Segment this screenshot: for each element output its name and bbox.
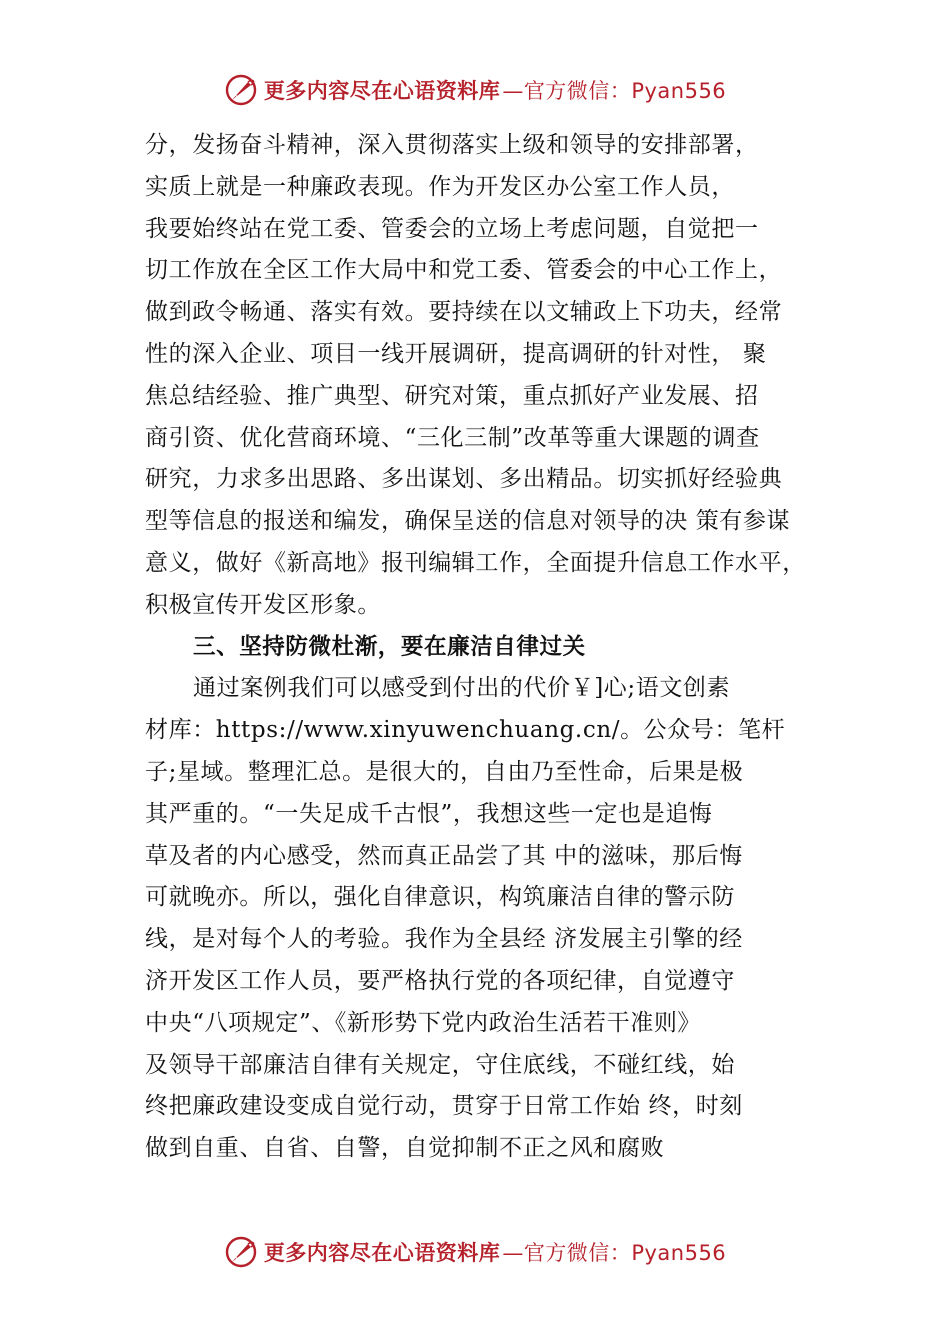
body-line: 做到自重、自省、自警，自觉抑制不正之风和腐败 (145, 1135, 665, 1162)
quill-pen-logo-icon (224, 73, 258, 107)
body-line: 及领导干部廉洁自律有关规定，守住底线，不碰红线，始 (145, 1051, 735, 1078)
body-line: 分，发扬奋斗精神，深入贯彻落实上级和领导的安排部署， (145, 132, 759, 158)
body-line: 济开发区工作人员，要严格执行党的各项纪律，自觉遵守 (145, 967, 735, 994)
body-line: 焦总结经验、推广典型、研究对策，重点抓好产业发展、招 (145, 382, 759, 409)
body-line: 草及者的内心感受，然而真正品尝了其 中的滋味，那后悔 (145, 842, 743, 869)
document-body (145, 125, 845, 1170)
body-line: 研究，力求多出思路、多出谋划、多出精品。切实抓好经验典 (145, 466, 783, 493)
header-banner (0, 70, 950, 110)
body-line: 意义，做好《新高地》报刊编辑工作，全面提升信息工作水平， (145, 549, 806, 576)
body-line: 性的深入企业、项目一线开展调研，提高调研的针对性， 聚 (145, 340, 767, 367)
body-line: 商引资、优化营商环境、“三化三制”改革等重大课题的调查 (145, 424, 760, 451)
body-line: 切工作放在全区工作大局中和党工委、管委会的中心工作上， (145, 257, 783, 284)
body-line: 终把廉政建设变成自觉行动，贯穿于日常工作始 终，时刻 (145, 1093, 743, 1120)
body-line: 材库：https://www.xinyuwenchuang.cn/。公众号：笔杆 (145, 717, 786, 744)
body-line: 做到政令畅通、落实有效。要持续在以文辅政上下功夫，经常 (145, 299, 783, 326)
footer-banner (0, 1232, 950, 1272)
quill-pen-logo-icon (224, 1235, 258, 1269)
body-line: 子;星域。整理汇总。是很大的，自由乃至性命，后果是极 (145, 758, 744, 785)
wechat-id: Pyan556 (631, 1241, 727, 1265)
banner-text: 更多内容尽在心语资料库—官方微信：Pyan556 (263, 1241, 727, 1265)
body-line: 通过案例我们可以感受到付出的代价￥]心;语文创素 (193, 675, 731, 702)
body-line: 实质上就是一种廉政表现。作为开发区办公室工作人员， (145, 173, 735, 200)
body-line: 线，是对每个人的考验。我作为全县经 济发展主引擎的经 (145, 926, 743, 953)
wechat-id: Pyan556 (631, 79, 727, 103)
body-line: 其严重的。“一失足成千古恨”，我想这些一定也是追悔 (145, 800, 713, 827)
banner-text: 更多内容尽在心语资料库—官方微信：Pyan556 (263, 79, 727, 103)
body-line: 我要始终站在党工委、管委会的立场上考虑问题，自觉把一 (145, 215, 759, 242)
body-line: 可就晚亦。所以，强化自律意识，构筑廉洁自律的警示防 (145, 884, 735, 911)
section-heading: 三、坚持防微杜渐，要在廉洁自律过关 (193, 633, 586, 660)
body-line: 型等信息的报送和编发，确保呈送的信息对领导的决 策有参谋 (145, 508, 791, 535)
body-line: 积极宣传开发区形象。 (145, 591, 381, 618)
body-line: 中央“八项规定”、《新形势下党内政治生活若干准则》 (145, 1009, 702, 1036)
